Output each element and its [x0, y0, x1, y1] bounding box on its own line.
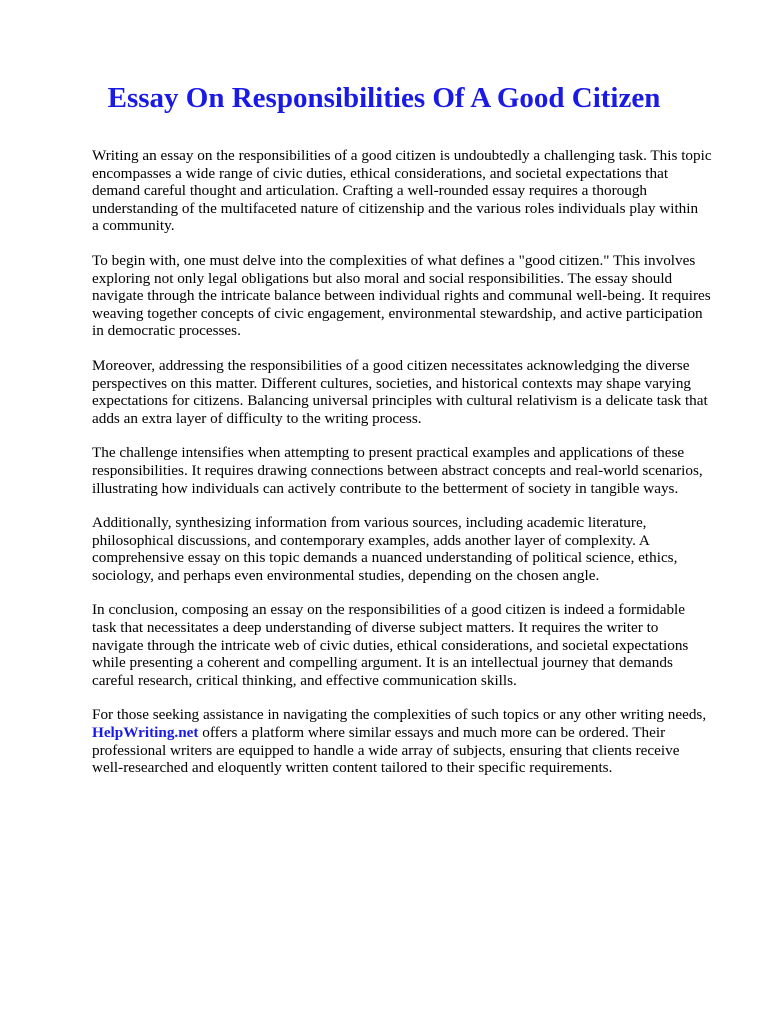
paragraph-line: sociology, and perhaps even environmental studies, depending on the chosen angle.: [92, 566, 600, 584]
essay-body: [92, 147, 732, 794]
paragraph-line: responsibilities. It requires drawing connections between abstract concepts and real-world scenarios,: [92, 461, 703, 479]
paragraph-line: navigate through the intricate balance between individual rights and communal well-being. It requires: [92, 287, 711, 305]
paragraph-line: encompasses a wide range of civic duties, ethical considerations, and societal expectations that: [92, 164, 669, 182]
paragraph-line: understanding of the multifaceted nature of citizenship and the various roles individuals play within: [92, 199, 699, 217]
paragraph-line: demand careful thought and articulation. Crafting a well-rounded essay requires a thorough: [92, 182, 648, 200]
final-paragraph: [92, 706, 732, 776]
paragraph-line: Moreover, addressing the responsibilities of a good citizen necessitates acknowledging the diverse: [92, 356, 690, 374]
page-title: Essay On Responsibilities Of A Good Citizen: [107, 82, 661, 114]
paragraph-line: In conclusion, composing an essay on the responsibilities of a good citizen is indeed a formidable: [92, 601, 686, 619]
paragraph-line: careful research, critical thinking, and effective communication skills.: [92, 671, 517, 689]
paragraph-list: [92, 147, 732, 689]
helpwriting-link[interactable]: HelpWriting.net: [92, 724, 199, 742]
essay-paragraph: [92, 444, 732, 497]
essay-paragraph: [92, 147, 732, 235]
paragraph-line: professional writers are equipped to handle a wide array of subjects, ensuring that clients receive: [92, 741, 680, 759]
essay-paragraph: [92, 252, 732, 340]
paragraph-line: task that necessitates a deep understanding of diverse subject matters. It requires the writer to: [92, 619, 659, 637]
paragraph-line: navigate through the intricate web of civic duties, ethical considerations, and societal expectations: [92, 636, 689, 654]
essay-paragraph: [92, 601, 732, 689]
paragraph-line: For those seeking assistance in navigating the complexities of such topics or any other writing needs,: [92, 706, 707, 724]
paragraph-line: perspectives on this matter. Different cultures, societies, and historical contexts may shape varying: [92, 374, 692, 392]
paragraph-line: illustrating how individuals can actively contribute to the betterment of society in tangible ways.: [92, 479, 679, 497]
paragraph-line: while presenting a coherent and compelling argument. It is an intellectual journey that demands: [92, 654, 673, 672]
paragraph-line: a community.: [92, 217, 175, 235]
paragraph-line: Additionally, synthesizing information from various sources, including academic literature,: [92, 514, 647, 532]
paragraph-line: adds an extra layer of difficulty to the writing process.: [92, 409, 422, 427]
paragraph-line: Writing an essay on the responsibilities of a good citizen is undoubtedly a challenging task. This topic: [92, 147, 712, 164]
paragraph-line: well-researched and eloquently written content tailored to their specific requirements.: [92, 759, 613, 777]
paragraph-text: offers a platform where similar essays and much more can be ordered. Their: [198, 724, 666, 742]
paragraph-line: exploring not only legal obligations but also moral and social responsibilities. The essay should: [92, 269, 673, 287]
paragraph-line: weaving together concepts of civic engagement, environmental stewardship, and active participation: [92, 304, 703, 322]
paragraph-line-with-link: [92, 724, 732, 742]
paragraph-line: The challenge intensifies when attempting to present practical examples and applications of these: [92, 444, 685, 462]
paragraph-line: To begin with, one must delve into the complexities of what defines a "good citizen." This involves: [92, 251, 696, 269]
paragraph-line: in democratic processes.: [92, 322, 241, 340]
paragraph-line: philosophical discussions, and contemporary examples, adds another layer of complexity. A: [92, 531, 650, 549]
essay-paragraph: [92, 357, 732, 427]
paragraph-line: expectations for citizens. Balancing universal principles with cultural relativism is a delicate task that: [92, 392, 708, 410]
paragraph-line: comprehensive essay on this topic demands a nuanced understanding of political science, ethics,: [92, 549, 678, 567]
essay-paragraph: [92, 514, 732, 584]
